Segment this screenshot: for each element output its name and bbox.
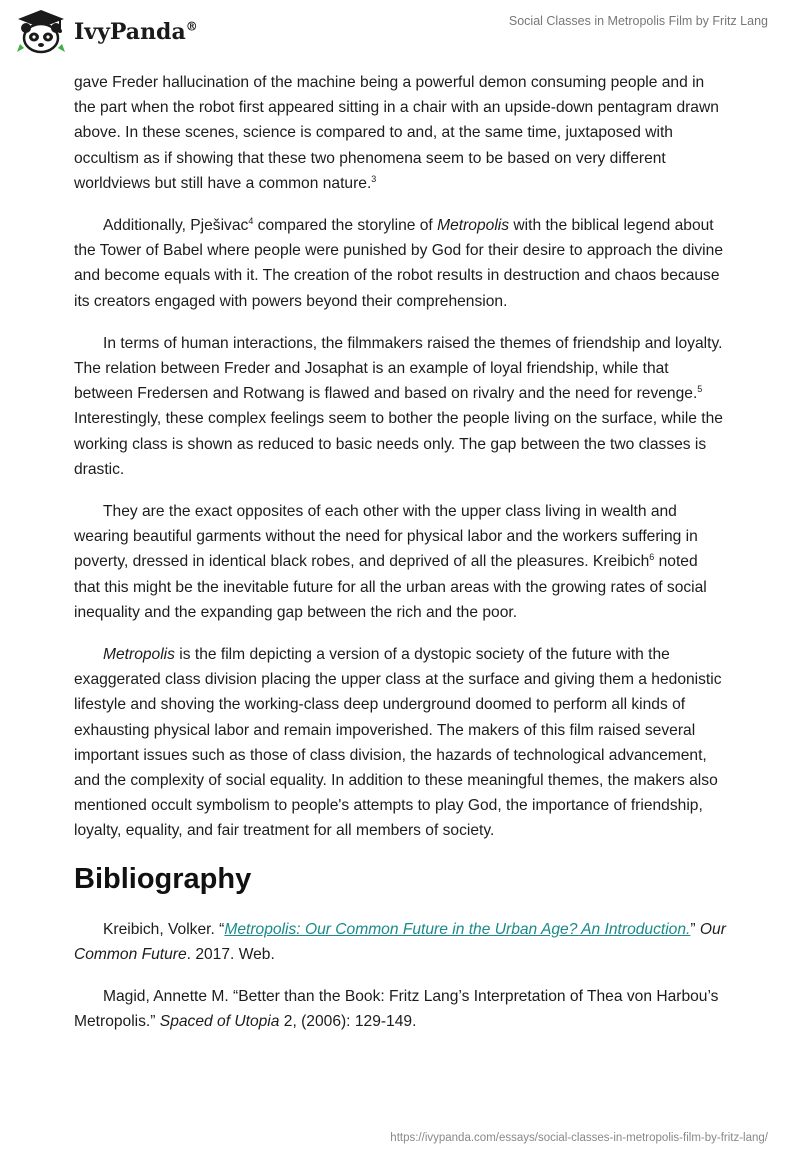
footnote-ref-5[interactable]: 5: [697, 384, 703, 395]
page-header: [0, 0, 800, 64]
paragraph-3: In terms of human interactions, the filmmakers raised the themes of friendship and loyalty. The relation between Freder and Josaphat is an example of loyal friendship, while that between Fredersen and Rotwang is flawed and based on rivalry and the need for revenge.$^5$ Interestingly, these complex feelings seem to bother the people living on the surface, while the working class is shown as reduced to basic needs only. The gap between the two classes is drastic.: [74, 334, 723, 478]
paragraph-4: They are the exact opposites of each other with the upper class living in wealth and wearing beautiful garments without the need for physical labor and the workers suffering in poverty, dressed in identical black robes, and deprived of all the pleasures. Kreibich$^6$ noted that this might be the inevitable future for all the urban areas with the growing rates of social inequality and the expanding gap between the rich and the poor.: [74, 503, 707, 621]
essay-content: [74, 70, 726, 1052]
running-title: Social Classes in Metropolis Film by Fritz Lang: [508, 14, 768, 28]
footnote-ref-3[interactable]: 3: [371, 173, 377, 184]
bibliography-heading: Bibliography: [74, 862, 252, 895]
bibliography-entry-2: Magid, Annette M. “Better than the Book: Fritz Lang’s Interpretation of Thea von Harbou’s Metropolis.” Spaced of Utopia 2, (2006): 129-149.: [74, 988, 719, 1031]
ivypanda-logo[interactable]: [14, 8, 198, 54]
footnote-ref-6[interactable]: 6: [649, 552, 655, 563]
paragraph-5: Metropolis is the film depicting a version of a dystopic society of the future with the exaggerated class division placing the upper class at the surface and giving them a hedonistic lifestyle and shoving the working-class deep underground doomed to perform all kinds of exhausting physical labor and remain impoverished. The makers of this film raised several important issues such as those of class division, the hazards of technological advancement, and the complexity of social equality. In addition to these meaningful themes, the makers also mentioned occult symbolism to people's attempts to play God, the importance of friendship, loyalty, equality, and fair treatment for all members of society.: [74, 646, 722, 840]
bibliography-link[interactable]: Metropolis: Our Common Future in the Urban Age? An Introduction.: [224, 920, 691, 938]
paragraph-2: Additionally, Pješivac$^4$ compared the storyline of Metropolis with the biblical legend about the Tower of Babel where people were punished by God for their desire to approach the divine and become equals with it. The creation of the robot results in destruction and chaos because its creators engaged with powers beyond their comprehension.: [74, 215, 723, 310]
bibliography-entry-1: Kreibich, Volker. “Metropolis: Our Common Future in the Urban Age? An Introduction.” Our Common Future. 2017. Web.: [74, 920, 726, 963]
footnote-ref-4[interactable]: 4: [248, 215, 254, 226]
panda-graduate-icon: [14, 8, 68, 54]
brand-name: IvyPanda®: [74, 19, 198, 45]
footer-url[interactable]: https://ivypanda.com/essays/social-classes-in-metropolis-film-by-fritz-lang/: [390, 1132, 768, 1144]
paragraph-1: gave Freder hallucination of the machine being a powerful demon consuming people and in the part when the robot first appeared sitting in a chair with an upside-down pentagram drawn above. In these scenes, science is compared to and, at the same time, juxtaposed with occultism as if showing that these two phenomena seem to be based on very different worldviews but still have a common nature.$^3$: [74, 74, 719, 192]
